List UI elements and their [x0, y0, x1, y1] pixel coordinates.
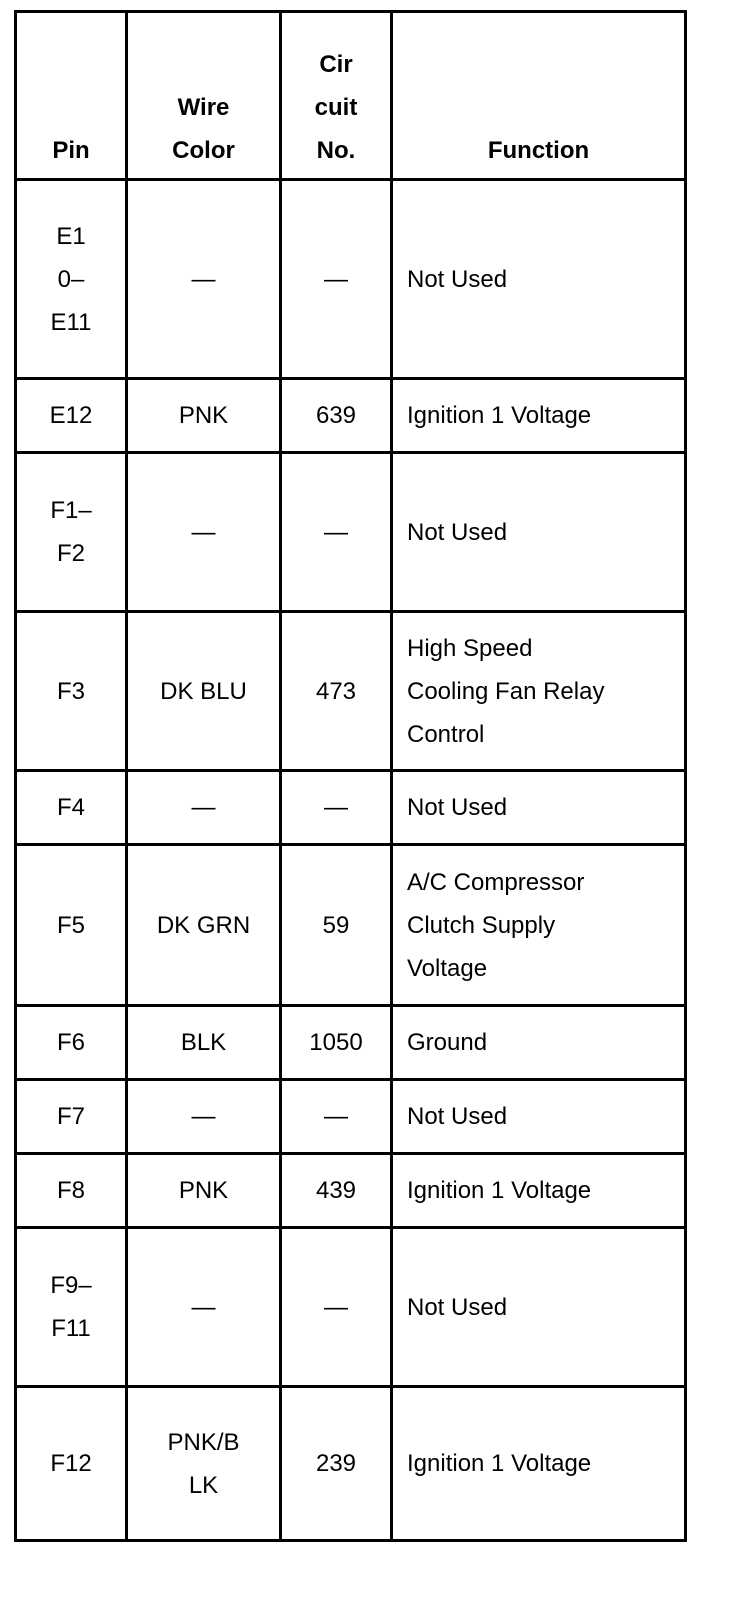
header-wire-color-line: Wire [177, 94, 230, 121]
function-cell-line: Not Used [407, 1293, 508, 1321]
function-cell [392, 453, 686, 612]
circuit-no-cell-text: — [324, 1293, 348, 1321]
function-cell [392, 1006, 686, 1080]
table-row [16, 1228, 686, 1387]
wire-color-cell-line: PNK [178, 402, 229, 429]
circuit-no-cell [281, 453, 392, 612]
table-row [16, 453, 686, 612]
function-cell-line: Not Used [407, 265, 508, 293]
function-cell [392, 1228, 686, 1387]
function-cell-line: Voltage [407, 954, 488, 982]
table-row [16, 1080, 686, 1154]
pin-rows [16, 180, 686, 1541]
function-cell-line: Ground [407, 1029, 488, 1056]
circuit-no-cell-text: — [324, 518, 348, 546]
circuit-no-cell-text: 239 [315, 1450, 357, 1477]
table-row [16, 1154, 686, 1228]
circuit-no-cell [281, 180, 392, 379]
function-cell-line: Ignition 1 Voltage [407, 1177, 592, 1204]
wire-color-cell-line: — [191, 518, 216, 546]
wire-color-cell [127, 1080, 281, 1154]
pin-cell [16, 1080, 127, 1154]
table-row [16, 612, 686, 771]
circuit-no-cell [281, 771, 392, 845]
header-wire-color-line: Color [172, 137, 235, 164]
function-cell-line: Not Used [407, 1103, 508, 1130]
function-cell-line: Ignition 1 Voltage [407, 1450, 592, 1477]
header-circuit-no-line: cuit [314, 94, 358, 121]
header-circuit-no-line: Cir [319, 51, 353, 78]
circuit-no-cell-text: — [324, 265, 348, 293]
wire-color-cell-line: PNK/B [167, 1428, 240, 1456]
wire-color-cell-line: — [191, 1293, 216, 1321]
pin-cell [16, 1006, 127, 1080]
circuit-no-cell-text: — [324, 1103, 348, 1130]
circuit-no-cell [281, 612, 392, 771]
circuit-no-cell [281, 1006, 392, 1080]
function-cell-line: Clutch Supply [407, 911, 556, 939]
wire-color-cell-line: — [191, 265, 216, 293]
wire-color-cell [127, 379, 281, 453]
pin-cell [16, 453, 127, 612]
pin-cell-line: F1– [50, 497, 92, 524]
function-cell-line: Not Used [407, 794, 508, 821]
table-row [16, 845, 686, 1006]
wire-color-cell-line: DK BLU [160, 677, 247, 705]
circuit-no-cell-text: 473 [315, 677, 357, 705]
function-cell [392, 379, 686, 453]
function-cell-line: A/C Compressor [407, 868, 585, 896]
wire-color-cell-line: — [191, 794, 216, 821]
circuit-no-cell [281, 1154, 392, 1228]
circuit-no-cell [281, 379, 392, 453]
wire-color-cell [127, 1006, 281, 1080]
function-cell-line: Cooling Fan Relay [407, 677, 605, 705]
pin-cell-line: F11 [51, 1315, 91, 1342]
wire-color-cell-line: — [191, 1103, 216, 1130]
pin-cell-line: F4 [56, 794, 85, 821]
wire-color-cell-line: LK [188, 1471, 219, 1499]
wire-color-cell [127, 771, 281, 845]
circuit-no-cell-text: 439 [315, 1177, 357, 1204]
pin-cell-line: E12 [49, 402, 93, 429]
wire-color-cell [127, 1387, 281, 1541]
pin-cell-line: F8 [56, 1177, 85, 1204]
table-row [16, 180, 686, 379]
function-cell [392, 180, 686, 379]
pin-cell [16, 1387, 127, 1541]
wire-color-cell [127, 612, 281, 771]
function-cell-line: Control [407, 720, 485, 748]
function-cell-line: High Speed [407, 634, 533, 662]
function-cell [392, 1080, 686, 1154]
circuit-no-cell-text: 59 [322, 911, 350, 939]
pin-cell-line: F3 [56, 677, 85, 705]
pin-cell-line: E11 [50, 308, 92, 336]
wire-color-cell-line: DK GRN [156, 911, 251, 939]
header-function [392, 12, 686, 180]
pin-cell [16, 1154, 127, 1228]
connector-pinout-table-container [14, 10, 684, 1542]
circuit-no-cell-text: — [324, 794, 348, 821]
table-row [16, 771, 686, 845]
circuit-no-cell [281, 1228, 392, 1387]
table-row [16, 1006, 686, 1080]
circuit-no-cell [281, 1080, 392, 1154]
wire-color-cell [127, 1154, 281, 1228]
pin-cell-line: F12 [50, 1450, 92, 1477]
wire-color-cell-line: PNK [178, 1177, 229, 1204]
function-cell-line: Not Used [407, 518, 508, 546]
wire-color-cell [127, 845, 281, 1006]
wire-color-cell [127, 180, 281, 379]
header-pin-label: Pin [52, 137, 90, 164]
function-cell [392, 771, 686, 845]
circuit-no-cell-text: 1050 [309, 1029, 363, 1056]
function-cell-line: Ignition 1 Voltage [407, 402, 592, 429]
wire-color-cell [127, 453, 281, 612]
pin-cell-line: F9– [50, 1272, 92, 1299]
pin-cell [16, 180, 127, 379]
pin-cell [16, 1228, 127, 1387]
header-row [16, 12, 686, 180]
function-cell [392, 1154, 686, 1228]
header-function-label: Function [487, 137, 590, 164]
pin-cell-line: F5 [56, 911, 85, 939]
pin-cell-line: 0– [57, 265, 85, 293]
circuit-no-cell [281, 845, 392, 1006]
connector-pinout-table [14, 10, 687, 1542]
pin-cell [16, 379, 127, 453]
wire-color-cell-line: BLK [180, 1029, 227, 1056]
header-circuit-no-line: No. [316, 137, 356, 164]
wire-color-cell [127, 1228, 281, 1387]
header-wire-color [127, 12, 281, 180]
table-row [16, 1387, 686, 1541]
pin-cell [16, 612, 127, 771]
pin-cell [16, 845, 127, 1006]
circuit-no-cell [281, 1387, 392, 1541]
table-row [16, 379, 686, 453]
function-cell [392, 612, 686, 771]
header-circuit-no [281, 12, 392, 180]
pin-cell-line: F6 [56, 1029, 85, 1056]
function-cell [392, 845, 686, 1006]
pin-cell-line: F2 [56, 540, 85, 567]
header-pin [16, 12, 127, 180]
pin-cell [16, 771, 127, 845]
function-cell [392, 1387, 686, 1541]
pin-cell-line: E1 [56, 222, 86, 250]
circuit-no-cell-text: 639 [315, 402, 357, 429]
pin-cell-line: F7 [56, 1103, 85, 1130]
